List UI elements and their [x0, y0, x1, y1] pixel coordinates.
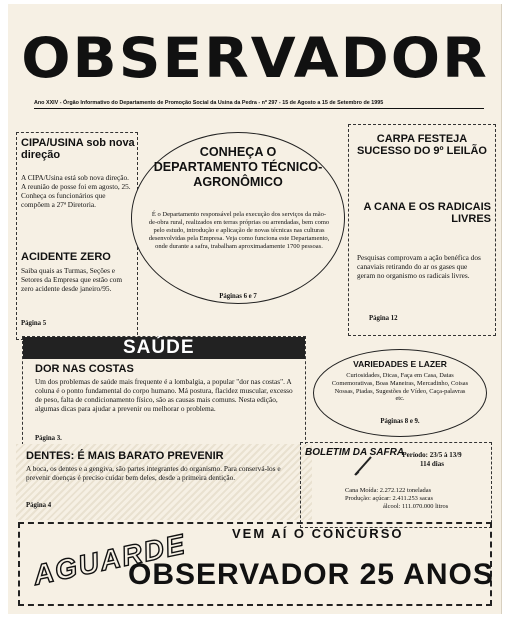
right-column-box	[348, 124, 496, 336]
subheader-line: Ano XXIV - Órgão Informativo do Departamento de Promoção Social da Usina da Pedra - nº 297 - 15 de Agosto a 15 de Setembro de 1995	[34, 100, 484, 109]
variedades-oval	[313, 349, 487, 437]
saude-headline: DOR NAS COSTAS	[35, 363, 134, 375]
left-column-box	[16, 132, 138, 340]
center-page-ref: Páginas 6 e 7	[219, 293, 257, 300]
center-body: É o Departamento responsável pela execução dos serviços da mão-de-obra rural, realizados em terras próprias ou arrendadas, bem como pelo estudo, introdução e aplicação de novas técnicas nas culturas desenvolvidas pela Empresa. Veja como funciona este Departamento, onde durante a safra, trabalham aproximadamente 1700 pessoas.	[148, 211, 330, 250]
dentes-headline: DENTES: É MAIS BARATO PREVENIR	[26, 450, 224, 462]
promo-line-2: OBSERVADOR 25 ANOS	[128, 558, 494, 591]
carpa-headline: CARPA FESTEJA SUCESSO DO 9º LEILÃO	[357, 133, 487, 157]
boletim-alcool: álcool: 111.070.000 litros	[383, 502, 449, 510]
variedades-page-ref: Páginas 8 e 9.	[380, 418, 420, 425]
saude-section	[22, 336, 306, 450]
acidente-headline: ACIDENTE ZERO	[21, 251, 111, 263]
aguarde-stamp: AGUARDE	[30, 528, 189, 591]
saude-banner	[23, 337, 305, 359]
cipa-body: A CIPA/Usina está sob nova direção. A reunião de posse foi em agosto, 25. Conheça os funcionários que compõem a 27ª Diretoria.	[21, 173, 131, 209]
acidente-body: Saiba quais as Turmas, Seções e Setores da Empresa que estão com zero acidente desde janeiro/95.	[21, 266, 123, 293]
boletim-period-text: Período: 23/5 à 13/9	[402, 451, 462, 459]
center-headline: CONHEÇA O DEPARTAMENTO TÉCNICO-AGRONÔMICO	[153, 145, 323, 189]
saude-body: Um dos problemas de saúde mais frequente é a lombalgia, a popular "dor nas costas". A coluna é o ponto fundamental do corpo humano. Má postura, flacidez muscular, excesso de peso, falta de condicionamento físico, são as causas mais comuns. Nesta edição, algumas dicas para ajudar a prevenir ou melhorar o problema.	[35, 377, 293, 413]
boletim-days: 114 dias	[420, 460, 444, 468]
dentes-body: A boca, os dentes e a gengiva, são partes integrantes do organismo. Para conservá-los e prevenir doenças é preciso cuidar bem deles, desde a primeira dentição.	[26, 464, 281, 482]
boletim-stats	[345, 487, 489, 510]
boletim-safra-box	[300, 442, 492, 528]
boletim-label: BOLETIM DA SAFRA	[305, 447, 405, 458]
center-feature-oval	[131, 132, 345, 304]
newspaper-front-page	[8, 4, 502, 614]
variedades-headline: VARIEDADES E LAZER	[353, 359, 447, 369]
right-page-ref: Página 12	[369, 315, 398, 322]
dentes-section	[22, 450, 304, 512]
cipa-headline: CIPA/USINA sob nova direção	[21, 137, 135, 161]
saude-page-ref: Página 3.	[35, 435, 62, 442]
saude-banner-label: SAÚDE	[123, 337, 195, 358]
cana-body: Pesquisas comprovam a ação benéfica dos canaviais retirando do ar os gases que geram no organismo os radicais livres.	[357, 253, 481, 280]
masthead-title: OBSERVADOR	[21, 25, 489, 91]
promo-line-1: VEM AÍ O CONCURSO	[232, 526, 404, 541]
boletim-producao: Produção: açúcar: 2.411.253 sacas	[345, 494, 433, 502]
promo-banner	[18, 522, 492, 606]
boletim-period	[377, 451, 487, 469]
boletim-cana: Cana Moída: 2.272.122 toneladas	[345, 487, 432, 494]
dentes-page-ref: Página 4	[26, 502, 52, 509]
variedades-body: Curiosidades, Dicas, Faça em Casa, Datas Comemorativas, Boas Maneiras, Mercadinho, Coisas Nossas, Piadas, Sugestões de Vídeo, Caça-palavras etc.	[331, 372, 469, 403]
left-page-ref: Página 5	[21, 320, 47, 327]
pencil-icon	[353, 455, 373, 477]
cana-headline: A CANA E OS RADICAIS LIVRES	[363, 201, 491, 225]
